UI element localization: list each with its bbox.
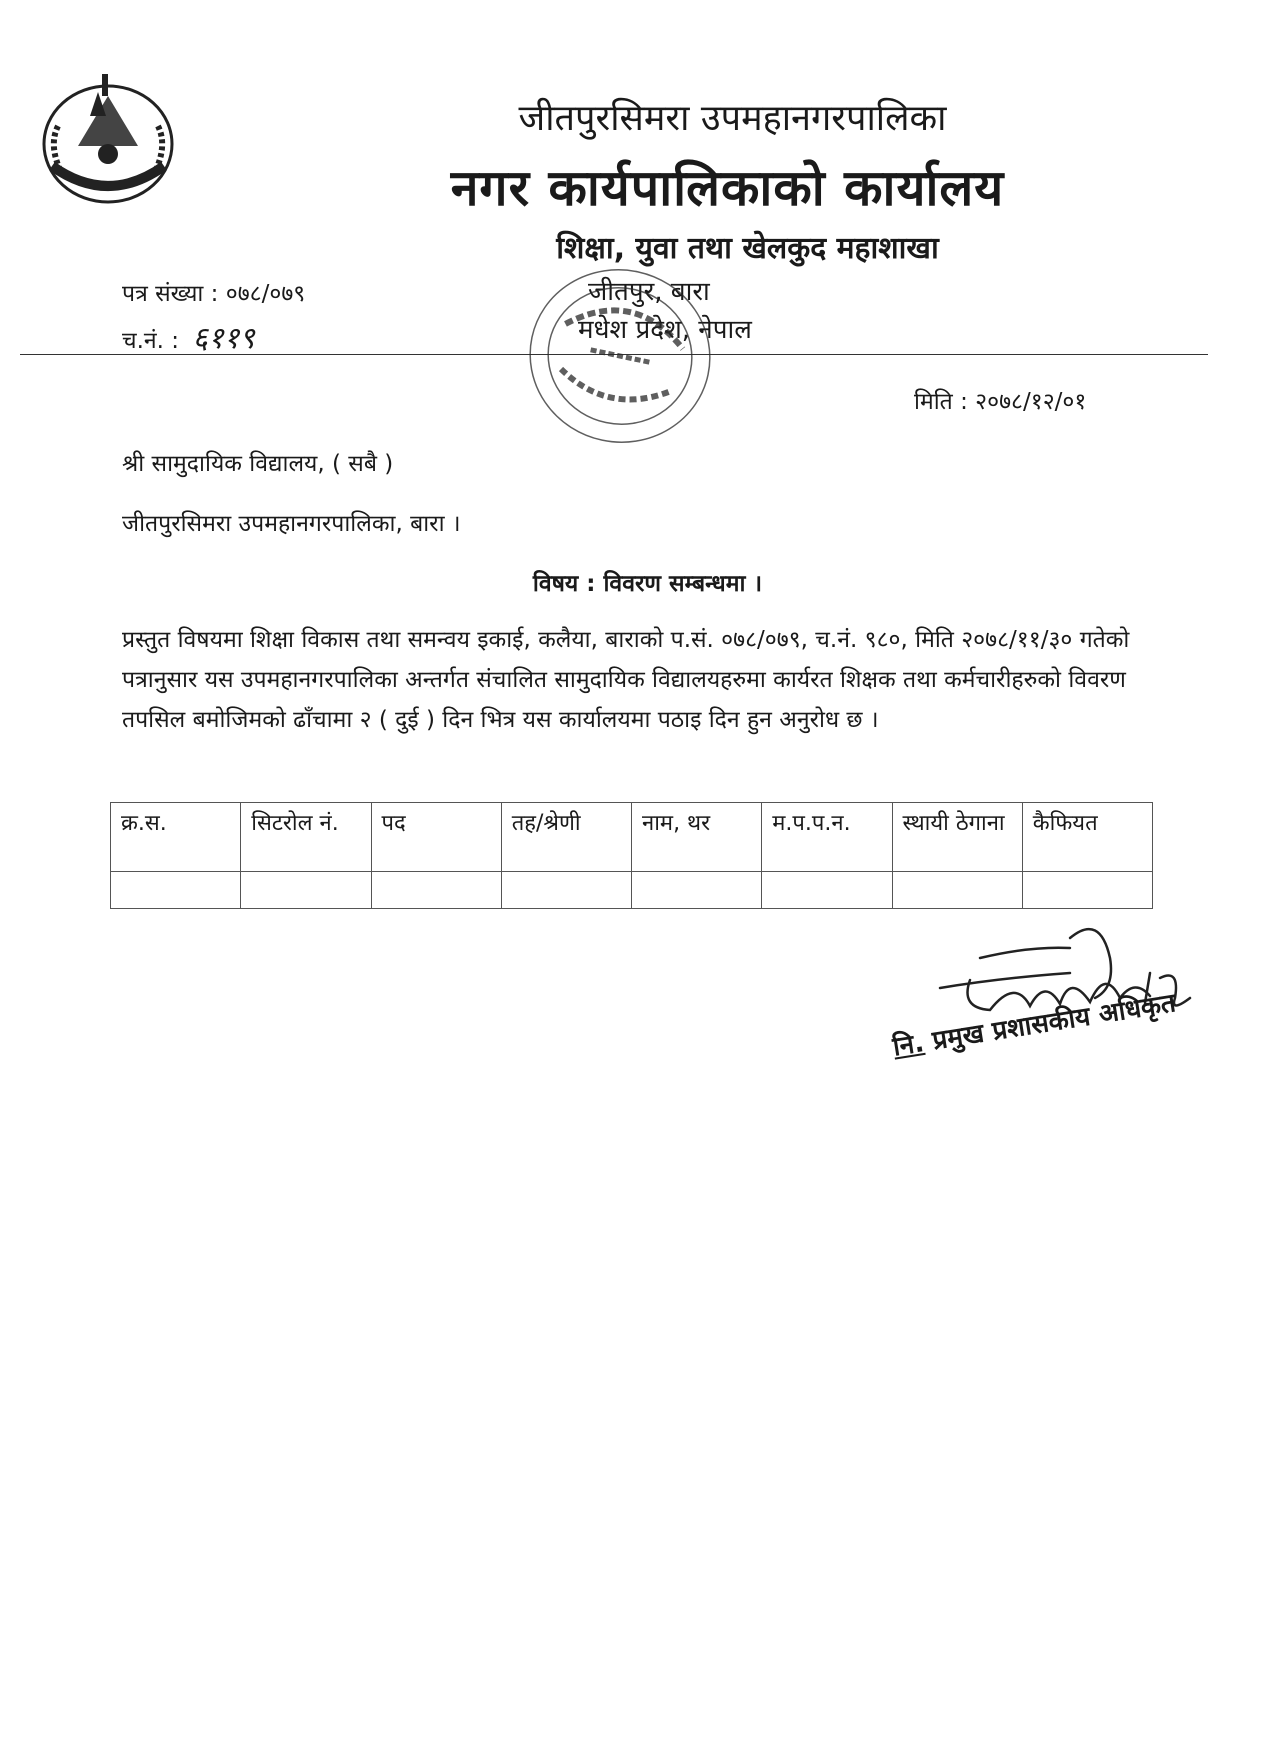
signatory-prefix: नि. [890,1028,927,1063]
table-cell [762,872,892,909]
municipality-name: जीतपुरसिमरा उपमहानगरपालिका [518,98,947,139]
location-line-2: मधेश प्रदेश, नेपाल [578,315,752,345]
letter-number-value: ०७८/०७९ [225,281,306,307]
location-line-1: जीतपुर, बारा [588,277,710,307]
table-header-cell: पद [371,803,501,872]
table-header-cell: तह/श्रेणी [501,803,631,872]
office-title: नगर कार्यपालिकाको कार्यालय [450,159,1005,217]
letter-number [122,276,305,308]
date-label: मिति : [914,389,968,415]
details-table [110,802,1153,909]
table-header-cell: म.प.प.न. [762,803,892,872]
table-cell [1022,872,1152,909]
table-header-cell: नाम, थर [632,803,762,872]
table-row [111,872,1153,909]
recipient-line-1: श्री सामुदायिक विद्यालय, ( सबै ) [122,451,394,477]
dispatch-number [122,316,255,357]
subject-line: विषय : विवरण सम्बन्धमा । [532,571,763,597]
table-cell [371,872,501,909]
letter-date [914,384,1086,416]
recipient-line-2: जीतपुरसिमरा उपमहानगरपालिका, बारा । [122,511,461,537]
table-cell [241,872,371,909]
dispatch-number-label: च.नं. : [122,328,180,354]
signatory-designation: प्रमुख प्रशासकीय अधिकृत [930,988,1178,1057]
table-header-cell: क्र.स. [111,803,241,872]
table-header-cell: कैफियत [1022,803,1152,872]
table-cell [892,872,1022,909]
table-header-cell: सिटरोल नं. [241,803,371,872]
date-value: २०७८/१२/०१ [975,389,1087,415]
table-cell [632,872,762,909]
table-header-cell: स्थायी ठेगाना [892,803,1022,872]
table-cell [111,872,241,909]
table-header-row [111,803,1153,872]
table-cell [501,872,631,909]
letter-number-label: पत्र संख्या : [122,281,219,307]
office-stamp [520,256,720,456]
letter-body: प्रस्तुत विषयमा शिक्षा विकास तथा समन्वय इकाई, कलैया, बाराको प.सं. ०७८/०७९, च.नं. ९८०, मिति २०७८/११/३० गतेको पत्रानुसार यस उपमहानगरपालिका अन्तर्गत संचालित सामुदायिक विद्यालयहरुमा कार्यरत शिक्षक तथा कर्मचारीहरुको विवरण तपसिल बमोजिमको ढाँचामा २ ( दुई ) दिन भित्र यस कार्यालयमा पठाइ दिन हुन अनुरोध छ । [122,627,1130,733]
dispatch-number-value: ६११९ [192,321,255,356]
division-title: शिक्षा, युवा तथा खेलकुद महाशाखा [556,231,939,266]
